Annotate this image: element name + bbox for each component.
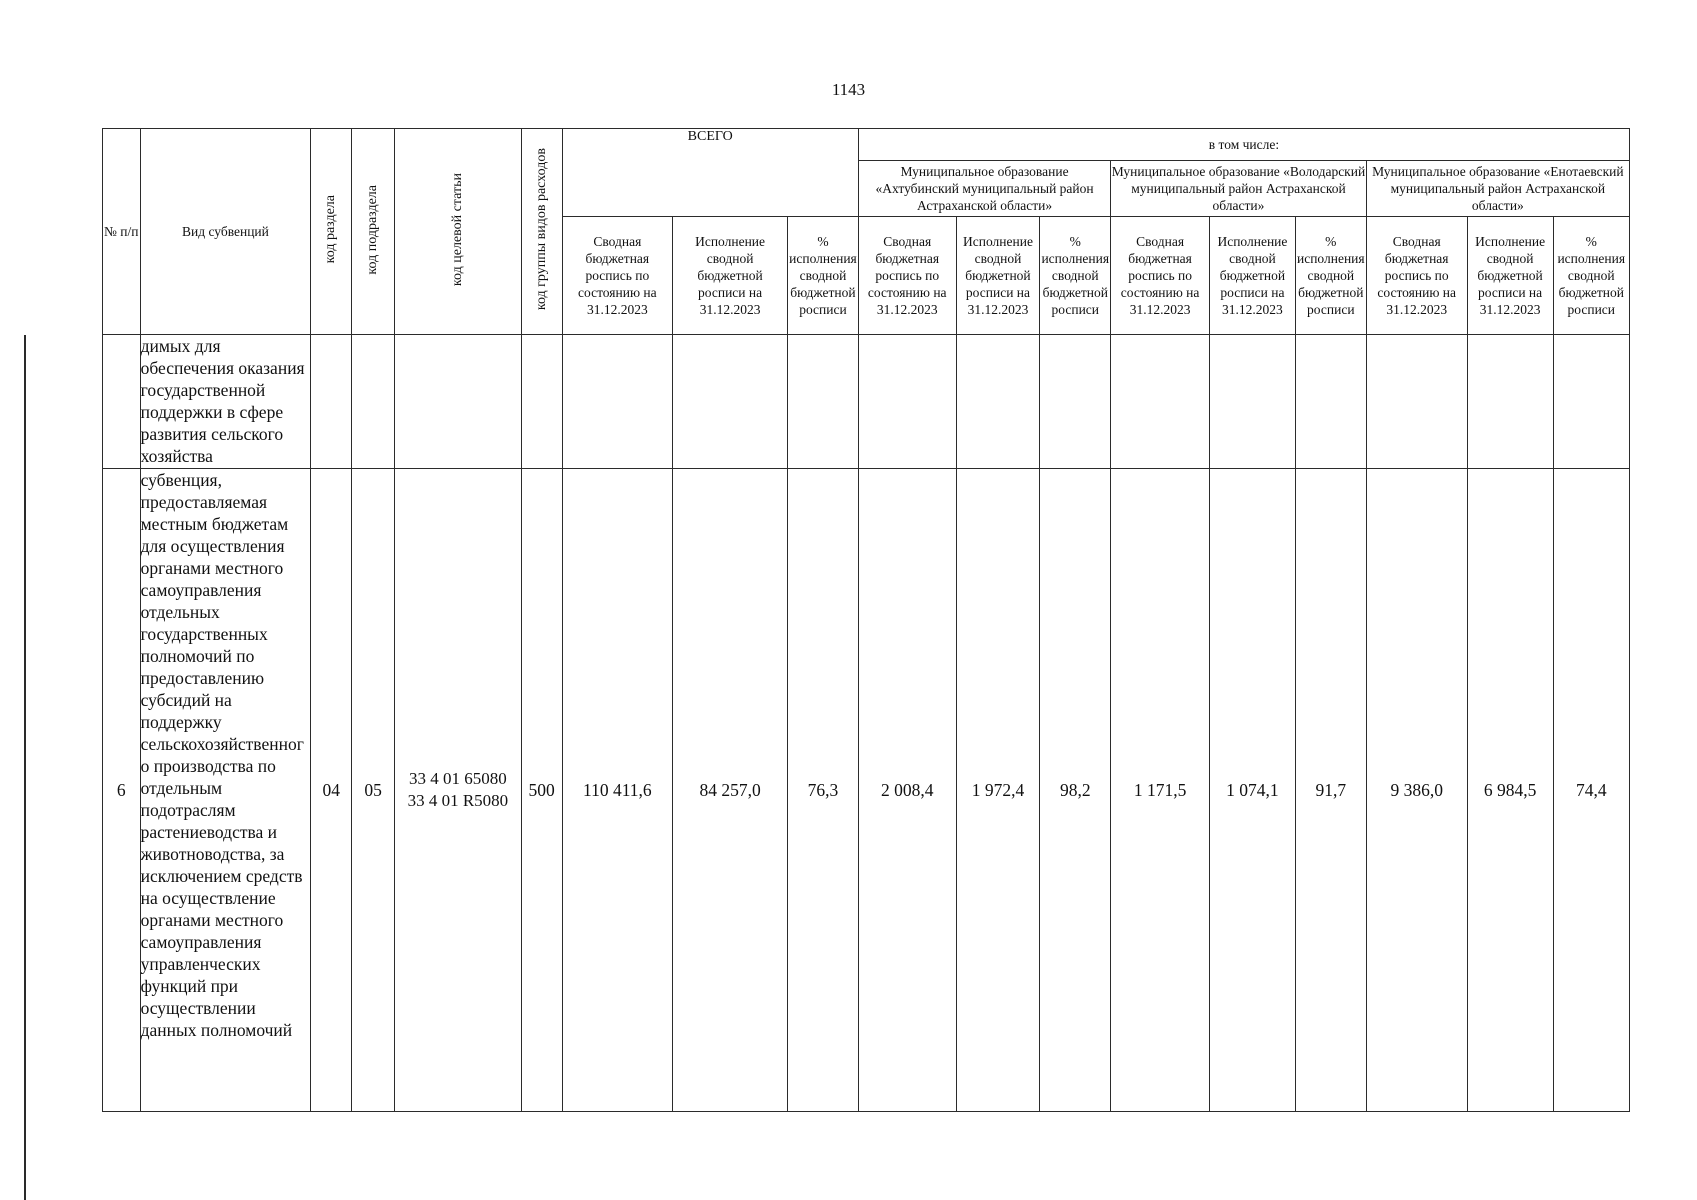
table-row	[103, 335, 1630, 469]
page-number: 1143	[831, 80, 866, 99]
header-total-pct: % исполнения сводной бюджетной росписи	[788, 217, 859, 335]
header-m2-plan: Сводная бюджетная роспись по состоянию на 31.12.2023	[1111, 217, 1210, 335]
header-m1-plan: Сводная бюджетная роспись по состоянию на 31.12.2023	[858, 217, 956, 335]
row-total-pct	[788, 335, 859, 469]
subventions-table	[102, 128, 1630, 1112]
row-total-exec	[673, 335, 788, 469]
header-section-code-text: код раздела	[323, 195, 339, 264]
row-total-plan: 110 411,6	[562, 469, 673, 1112]
header-m3-exec: Исполнение сводной бюджетной росписи на 31.12.2023	[1467, 217, 1553, 335]
header-target-code	[395, 129, 522, 335]
row-m3-pct: 74,4	[1553, 469, 1629, 1112]
header-including: в том числе:	[858, 129, 1629, 161]
header-total: ВСЕГО	[562, 129, 858, 217]
row-m3-plan: 9 386,0	[1366, 469, 1467, 1112]
row-m3-exec	[1467, 335, 1553, 469]
row-section	[311, 335, 352, 469]
row-kind: димых для обеспечения оказания государственной поддержки в сфере развития сельского хозяйства	[140, 335, 311, 469]
header-target-code-text: код целевой статьи	[449, 172, 465, 287]
row-num: 6	[103, 469, 141, 1112]
row-target-code	[395, 469, 522, 1112]
header-total-plan: Сводная бюджетная роспись по состоянию на 31.12.2023	[562, 217, 673, 335]
row-num	[103, 335, 141, 469]
row-m1-exec	[956, 335, 1040, 469]
header-m3-pct: % исполнения сводной бюджетной росписи	[1553, 217, 1629, 335]
row-m1-plan	[858, 335, 956, 469]
row-m2-pct	[1295, 335, 1366, 469]
row-m2-exec	[1209, 335, 1295, 469]
row-target-code	[395, 335, 522, 469]
row-target-code-2: 33 4 01 R5080	[407, 791, 509, 810]
header-num: № п/п	[103, 129, 141, 335]
table-row	[103, 469, 1630, 1112]
row-total-exec: 84 257,0	[673, 469, 788, 1112]
scan-edge	[24, 335, 26, 1200]
header-m3-plan: Сводная бюджетная роспись по состоянию на 31.12.2023	[1366, 217, 1467, 335]
header-municipality-2: Муниципальное образование «Володарский муниципальный район Астраханской области»	[1111, 161, 1367, 217]
row-m2-plan	[1111, 335, 1210, 469]
row-m1-plan: 2 008,4	[858, 469, 956, 1112]
row-section: 04	[311, 469, 352, 1112]
row-m3-pct	[1553, 335, 1629, 469]
header-section-code	[311, 129, 352, 335]
header-subsection-code	[352, 129, 395, 335]
header-m2-pct: % исполнения сводной бюджетной росписи	[1295, 217, 1366, 335]
row-subsection	[352, 335, 395, 469]
header-m2-exec: Исполнение сводной бюджетной росписи на 31.12.2023	[1209, 217, 1295, 335]
row-m2-pct: 91,7	[1295, 469, 1366, 1112]
row-m3-exec: 6 984,5	[1467, 469, 1553, 1112]
row-target-code-1: 33 4 01 65080	[409, 769, 507, 788]
header-expense-group-code	[521, 129, 562, 335]
row-total-pct: 76,3	[788, 469, 859, 1112]
row-total-plan	[562, 335, 673, 469]
header-m1-pct: % исполнения сводной бюджетной росписи	[1040, 217, 1111, 335]
row-m2-exec: 1 074,1	[1209, 469, 1295, 1112]
header-kind: Вид субвенций	[140, 129, 311, 335]
header-row-1	[103, 129, 1630, 161]
header-municipality-3: Муниципальное образование «Енотаевский муниципальный район Астраханской области»	[1366, 161, 1629, 217]
row-m2-plan: 1 171,5	[1111, 469, 1210, 1112]
header-subsection-code-text: код подраздела	[365, 184, 381, 275]
row-group: 500	[521, 469, 562, 1112]
header-m1-exec: Исполнение сводной бюджетной росписи на 31.12.2023	[956, 217, 1040, 335]
row-m1-exec: 1 972,4	[956, 469, 1040, 1112]
header-total-exec: Исполнение сводной бюджетной росписи на 31.12.2023	[673, 217, 788, 335]
row-subsection: 05	[352, 469, 395, 1112]
header-municipality-1: Муниципальное образование «Ахтубинский муниципальный район Астраханской области»	[858, 161, 1110, 217]
row-m1-pct	[1040, 335, 1111, 469]
row-m1-pct: 98,2	[1040, 469, 1111, 1112]
header-expense-group-code-text: код группы видов расходов	[533, 148, 549, 311]
row-group	[521, 335, 562, 469]
row-m3-plan	[1366, 335, 1467, 469]
row-kind: субвенция, предоставляемая местным бюджетам для осуществления органами местного самоуправления отдельных государственных полномочий по предоставлению субсидий на поддержку сельскохозяйственного производства по отдельным подотраслям растениеводства и животноводства, за исключением средств на осуществление органами местного самоуправления управленческих функций при осуществлении данных полномочий	[140, 469, 311, 1112]
